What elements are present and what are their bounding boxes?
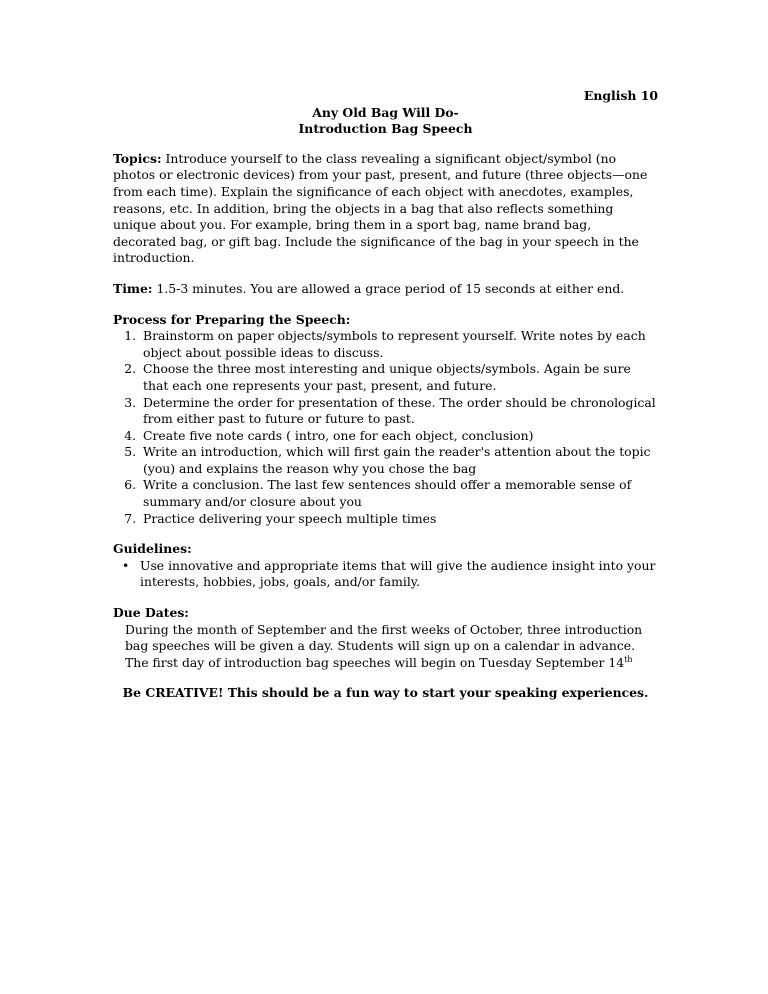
process-step: 6. Write a conclusion. The last few sentences should offer a memorable sense of summary and/or closure about you xyxy=(140,477,658,510)
title-line-2: Introduction Bag Speech xyxy=(298,121,473,137)
guideline-text: Use innovative and appropriate items that will give the audience insight into your interests, hobbies, jobs, goals, and/or family. xyxy=(140,557,656,590)
topics-label: Topics: xyxy=(113,150,162,166)
process-step: 2. Choose the three most interesting and unique objects/symbols. Again be sure that each one represents your past, present, and future. xyxy=(140,361,658,394)
due-dates-paragraph xyxy=(113,622,658,672)
topics-paragraph xyxy=(113,151,658,267)
process-heading: Process for Preparing the Speech: xyxy=(113,311,351,327)
due-dates-heading: Due Dates: xyxy=(113,605,189,621)
process-step: 5. Write an introduction, which will first gain the reader's attention about the topic (you) and explains the reason why you chose the bag xyxy=(140,444,658,477)
process-step: 3. Determine the order for presentation of these. The order should be chronological from either past to future or future to past. xyxy=(140,395,658,428)
process-step: 7. Practice delivering your speech multiple times xyxy=(140,511,658,528)
guidelines-list xyxy=(113,558,658,591)
time-paragraph xyxy=(113,281,658,298)
time-text: 1.5-3 minutes. You are allowed a grace period of 15 seconds at either end. xyxy=(156,280,625,296)
due-dates-text: During the month of September and the first weeks of October, three introduction bag speeches will be given a day. Students will sign up on a calendar in advance. The first day of introduction bag speeches will begin on Tuesday September 14 xyxy=(125,621,643,670)
course-name: English 10 xyxy=(583,88,658,103)
document-page xyxy=(113,88,658,702)
ordinal-suffix: th xyxy=(624,654,633,664)
process-step: 1. Brainstorm on paper objects/symbols to represent yourself. Write notes by each object about possible ideas to discuss. xyxy=(140,328,658,361)
document-title xyxy=(113,105,658,138)
title-line-1: Any Old Bag Will Do- xyxy=(312,104,459,120)
guidelines-heading: Guidelines: xyxy=(113,541,192,557)
closing-statement: Be CREATIVE! This should be a fun way to start your speaking experiences. xyxy=(122,685,649,701)
process-step: 4. Create five note cards ( intro, one for each object, conclusion) xyxy=(140,428,658,445)
topics-text: Introduce yourself to the class revealing a significant object/symbol (no photos or electronic devices) from your past, present, and future (three objects—one from each time). Explain the significance of each object with anecdotes, examples, reasons, etc. In addition, bring the objects in a bag that also reflects something unique about you. For example, bring them in a sport bag, name brand bag, decorated bag, or gift bag. Include the significance of the bag in your speech in the introduction. xyxy=(113,150,648,266)
guideline-item xyxy=(113,558,658,591)
process-steps-list xyxy=(113,328,658,527)
time-label: Time: xyxy=(113,280,153,296)
bullet-icon: • xyxy=(122,557,130,573)
